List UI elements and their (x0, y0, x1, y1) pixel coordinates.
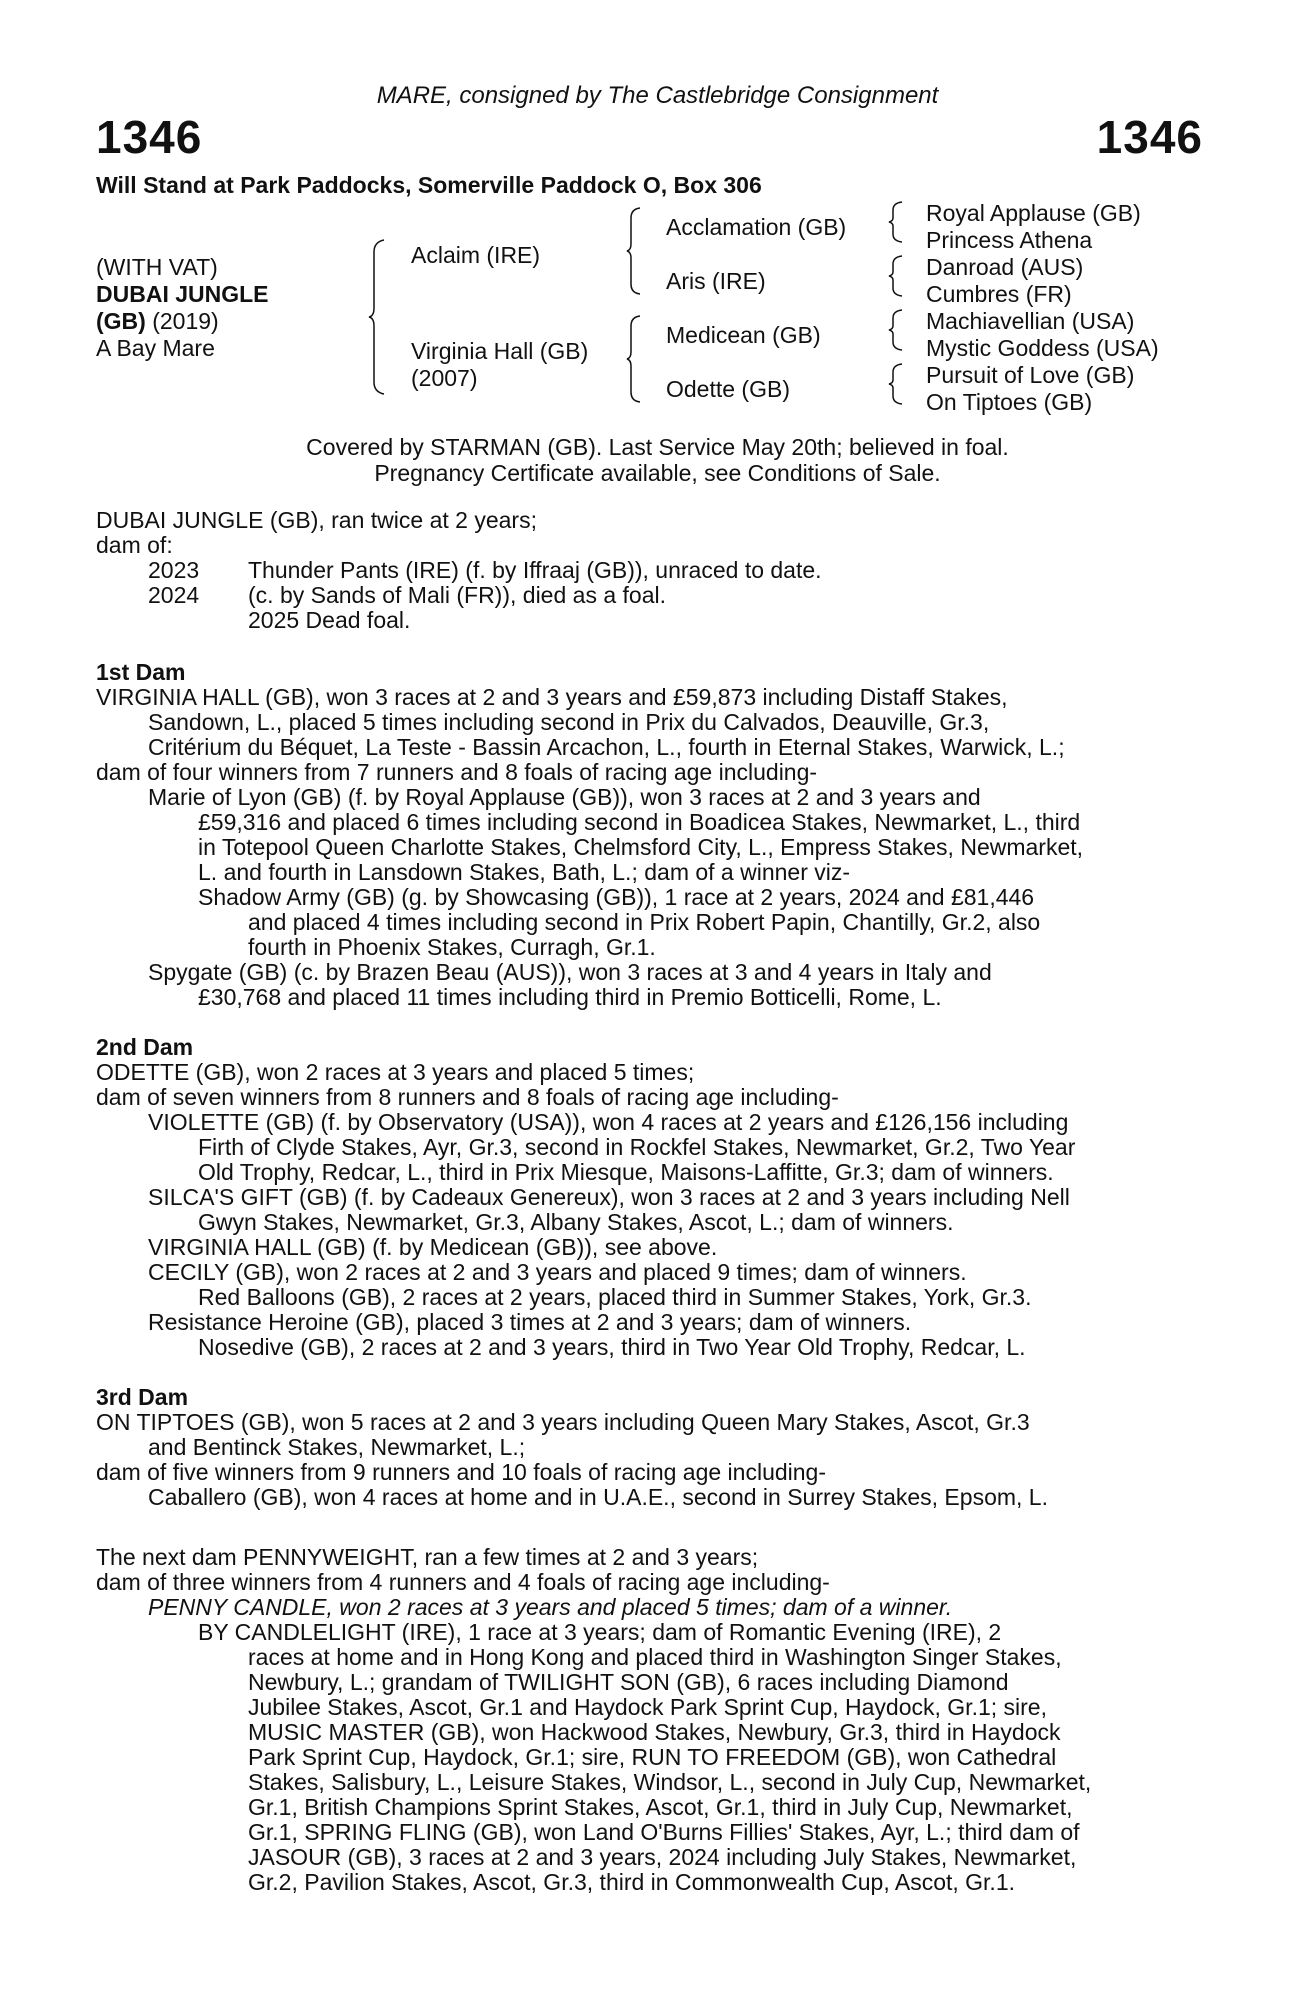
silcas-gift-line-2: Gwyn Stakes, Newmarket, Gr.3, Albany Stakes, Ascot, L.; dam of winners. (198, 1209, 954, 1235)
next-dam-line-1: The next dam PENNYWEIGHT, ran a few times at 2 and 3 years; (96, 1544, 759, 1570)
brace-g1 (888, 200, 904, 244)
violette-line-2: Firth of Clyde Stakes, Ayr, Gr.3, second in Rockfel Stakes, Newmarket, Gr.2, Two Year (198, 1134, 1076, 1160)
first-dam-line-3: Critérium du Béquet, La Teste - Bassin Arcachon, L., fourth in Eternal Stakes, Warwick, L.; (148, 734, 1065, 760)
cecily-line: CECILY (GB), won 2 races at 2 and 3 years and placed 9 times; dam of winners. (148, 1259, 967, 1285)
third-dam-heading: 3rd Dam (96, 1384, 189, 1410)
covered-notice (0, 434, 1315, 486)
shadow-army-line-3: fourth in Phoenix Stakes, Curragh, Gr.1. (248, 934, 656, 960)
shadow-army-line-2: and placed 4 times including second in Prix Robert Papin, Chantilly, Gr.2, also (248, 909, 1041, 935)
by-candlelight-line-11: Gr.2, Pavilion Stakes, Ascot, Gr.3, third in Commonwealth Cup, Ascot, Gr.1. (248, 1869, 1016, 1895)
pedigree-sire-dam: Aris (IRE) (666, 268, 766, 294)
produce-entry-2: (c. by Sands of Mali (FR)), died as a foal. (248, 582, 666, 608)
pedigree-dam-sire: Medicean (GB) (666, 322, 821, 348)
horse-origin: (GB) (96, 308, 146, 334)
pedigree-g4: Cumbres (FR) (926, 281, 1072, 307)
spygate-line-1: Spygate (GB) (c. by Brazen Beau (AUS)), won 3 races at 3 and 4 years in Italy and (148, 959, 992, 985)
by-candlelight-line-2: races at home and in Hong Kong and placed third in Washington Singer Stakes, (248, 1644, 1062, 1670)
pedigree-g7: Pursuit of Love (GB) (926, 362, 1135, 388)
spygate-line-2: £30,768 and placed 11 times including third in Premio Botticelli, Rome, L. (198, 984, 942, 1010)
violette-line-1: VIOLETTE (GB) (f. by Observatory (USA)), won 4 races at 2 years and £126,156 including (148, 1109, 1069, 1135)
by-candlelight-line-3: Newbury, L.; grandam of TWILIGHT SON (GB), 6 races including Diamond (248, 1669, 1009, 1695)
pedigree-g5: Machiavellian (USA) (926, 308, 1135, 334)
by-candlelight-line-1: BY CANDLELIGHT (IRE), 1 race at 3 years; dam of Romantic Evening (IRE), 2 (198, 1619, 1002, 1645)
marie-of-lyon-line-4: L. and fourth in Lansdown Stakes, Bath, L.; dam of a winner viz- (198, 859, 851, 885)
produce-year-2: 2024 (148, 582, 200, 608)
sire-dam-brace (368, 238, 386, 396)
sire-brace (626, 206, 642, 296)
by-candlelight-line-9: Gr.1, SPRING FLING (GB), won Land O'Burns Fillies' Stakes, Ayr, L.; third dam of (248, 1819, 1080, 1845)
lot-number-left: 1346 (96, 111, 203, 163)
pedigree-sire-sire: Acclamation (GB) (666, 214, 847, 240)
third-dam-line-1: ON TIPTOES (GB), won 5 races at 2 and 3 years including Queen Mary Stakes, Ascot, Gr.3 (96, 1409, 1030, 1435)
pedigree-dam-year: (2007) (411, 365, 478, 391)
second-dam-line-2: dam of seven winners from 8 runners and 8 foals of racing age including- (96, 1084, 839, 1110)
brace-g2 (888, 254, 904, 298)
third-dam-line-3: dam of five winners from 9 runners and 10 foals of racing age including- (96, 1459, 827, 1485)
virginia-hall-ref: VIRGINIA HALL (GB) (f. by Medicean (GB)), see above. (148, 1234, 718, 1260)
marie-of-lyon-line-2: £59,316 and placed 6 times including second in Boadicea Stakes, Newmarket, L., third (198, 809, 1081, 835)
first-dam-line-4: dam of four winners from 7 runners and 8 foals of racing age including- (96, 759, 818, 785)
by-candlelight-line-6: Park Sprint Cup, Haydock, Gr.1; sire, RUN TO FREEDOM (GB), won Cathedral (248, 1744, 1057, 1770)
by-candlelight-line-4: Jubilee Stakes, Ascot, Gr.1 and Haydock Park Sprint Cup, Haydock, Gr.1; sire, (248, 1694, 1047, 1720)
first-dam-line-1: VIRGINIA HALL (GB), won 3 races at 2 and 3 years and £59,873 including Distaff Stakes, (96, 684, 1008, 710)
caballero-line: Caballero (GB), won 4 races at home and in U.A.E., second in Surrey Stakes, Epsom, L. (148, 1484, 1048, 1510)
first-dam-line-2: Sandown, L., placed 5 times including second in Prix du Calvados, Deauville, Gr.3, (148, 709, 990, 735)
nosedive-line: Nosedive (GB), 2 races at 2 and 3 years, third in Two Year Old Trophy, Redcar, L. (198, 1334, 1026, 1360)
pedigree-dam-dam: Odette (GB) (666, 376, 790, 402)
produce-dam-of: dam of: (96, 532, 173, 558)
horse-origin-year (96, 308, 219, 335)
stand-location: Will Stand at Park Paddocks, Somerville Paddock O, Box 306 (96, 172, 762, 198)
pedigree-g3: Danroad (AUS) (926, 254, 1084, 280)
pedigree-sire: Aclaim (IRE) (411, 242, 541, 268)
consignor-line: MARE, consigned by The Castlebridge Consignment (376, 82, 939, 109)
red-balloons-line: Red Balloons (GB), 2 races at 2 years, placed third in Summer Stakes, York, Gr.3. (198, 1284, 1032, 1310)
resistance-heroine-line: Resistance Heroine (GB), placed 3 times at 2 and 3 years; dam of winners. (148, 1309, 912, 1335)
produce-entry-3: 2025 Dead foal. (248, 607, 411, 633)
covered-line-1: Covered by STARMAN (GB). Last Service May 20th; believed in foal. (306, 434, 1009, 460)
third-dam-line-2: and Bentinck Stakes, Newmarket, L.; (148, 1434, 526, 1460)
pedigree-dam: Virginia Hall (GB) (411, 338, 589, 364)
dam-brace (626, 314, 642, 404)
horse-name: DUBAI JUNGLE (96, 281, 269, 307)
produce-intro: DUBAI JUNGLE (GB), ran twice at 2 years; (96, 507, 537, 533)
by-candlelight-line-8: Gr.1, British Champions Sprint Stakes, Ascot, Gr.1, third in July Cup, Newmarket, (248, 1794, 1073, 1820)
lot-number-right: 1346 (1096, 111, 1203, 163)
horse-year: (2019) (145, 308, 219, 334)
brace-g3 (888, 308, 904, 352)
violette-line-3: Old Trophy, Redcar, L., third in Prix Miesque, Maisons-Laffitte, Gr.3; dam of winners. (198, 1159, 1054, 1185)
covered-line-2: Pregnancy Certificate available, see Conditions of Sale. (374, 460, 941, 486)
vat-note: (WITH VAT) (96, 254, 218, 280)
by-candlelight-line-5: MUSIC MASTER (GB), won Hackwood Stakes, Newbury, Gr.3, third in Haydock (248, 1719, 1061, 1745)
pedigree-g6: Mystic Goddess (USA) (926, 335, 1159, 361)
by-candlelight-line-7: Stakes, Salisbury, L., Leisure Stakes, Windsor, L., second in July Cup, Newmarket, (248, 1769, 1092, 1795)
marie-of-lyon-line-1: Marie of Lyon (GB) (f. by Royal Applause (GB)), won 3 races at 2 and 3 years and (148, 784, 981, 810)
pedigree-g8: On Tiptoes (GB) (926, 389, 1093, 415)
first-dam-heading: 1st Dam (96, 659, 186, 685)
second-dam-heading: 2nd Dam (96, 1034, 194, 1060)
marie-of-lyon-line-3: in Totepool Queen Charlotte Stakes, Chelmsford City, L., Empress Stakes, Newmarket, (198, 834, 1084, 860)
silcas-gift-line-1: SILCA'S GIFT (GB) (f. by Cadeaux Genereux), won 3 races at 2 and 3 years including Nell (148, 1184, 1070, 1210)
penny-candle-line: PENNY CANDLE, won 2 races at 3 years and placed 5 times; dam of a winner. (148, 1594, 953, 1620)
produce-year-1: 2023 (148, 557, 200, 583)
pedigree-g2: Princess Athena (926, 227, 1093, 253)
brace-g4 (888, 362, 904, 406)
by-candlelight-line-10: JASOUR (GB), 3 races at 2 and 3 years, 2024 including July Stakes, Newmarket, (248, 1844, 1077, 1870)
second-dam-line-1: ODETTE (GB), won 2 races at 3 years and placed 5 times; (96, 1059, 695, 1085)
next-dam-line-2: dam of three winners from 4 runners and 4 foals of racing age including- (96, 1569, 830, 1595)
produce-entry-1: Thunder Pants (IRE) (f. by Iffraaj (GB)), unraced to date. (248, 557, 822, 583)
pedigree-g1: Royal Applause (GB) (926, 200, 1141, 226)
horse-description: A Bay Mare (96, 335, 215, 361)
shadow-army-line-1: Shadow Army (GB) (g. by Showcasing (GB)), 1 race at 2 years, 2024 and £81,446 (198, 884, 1035, 910)
